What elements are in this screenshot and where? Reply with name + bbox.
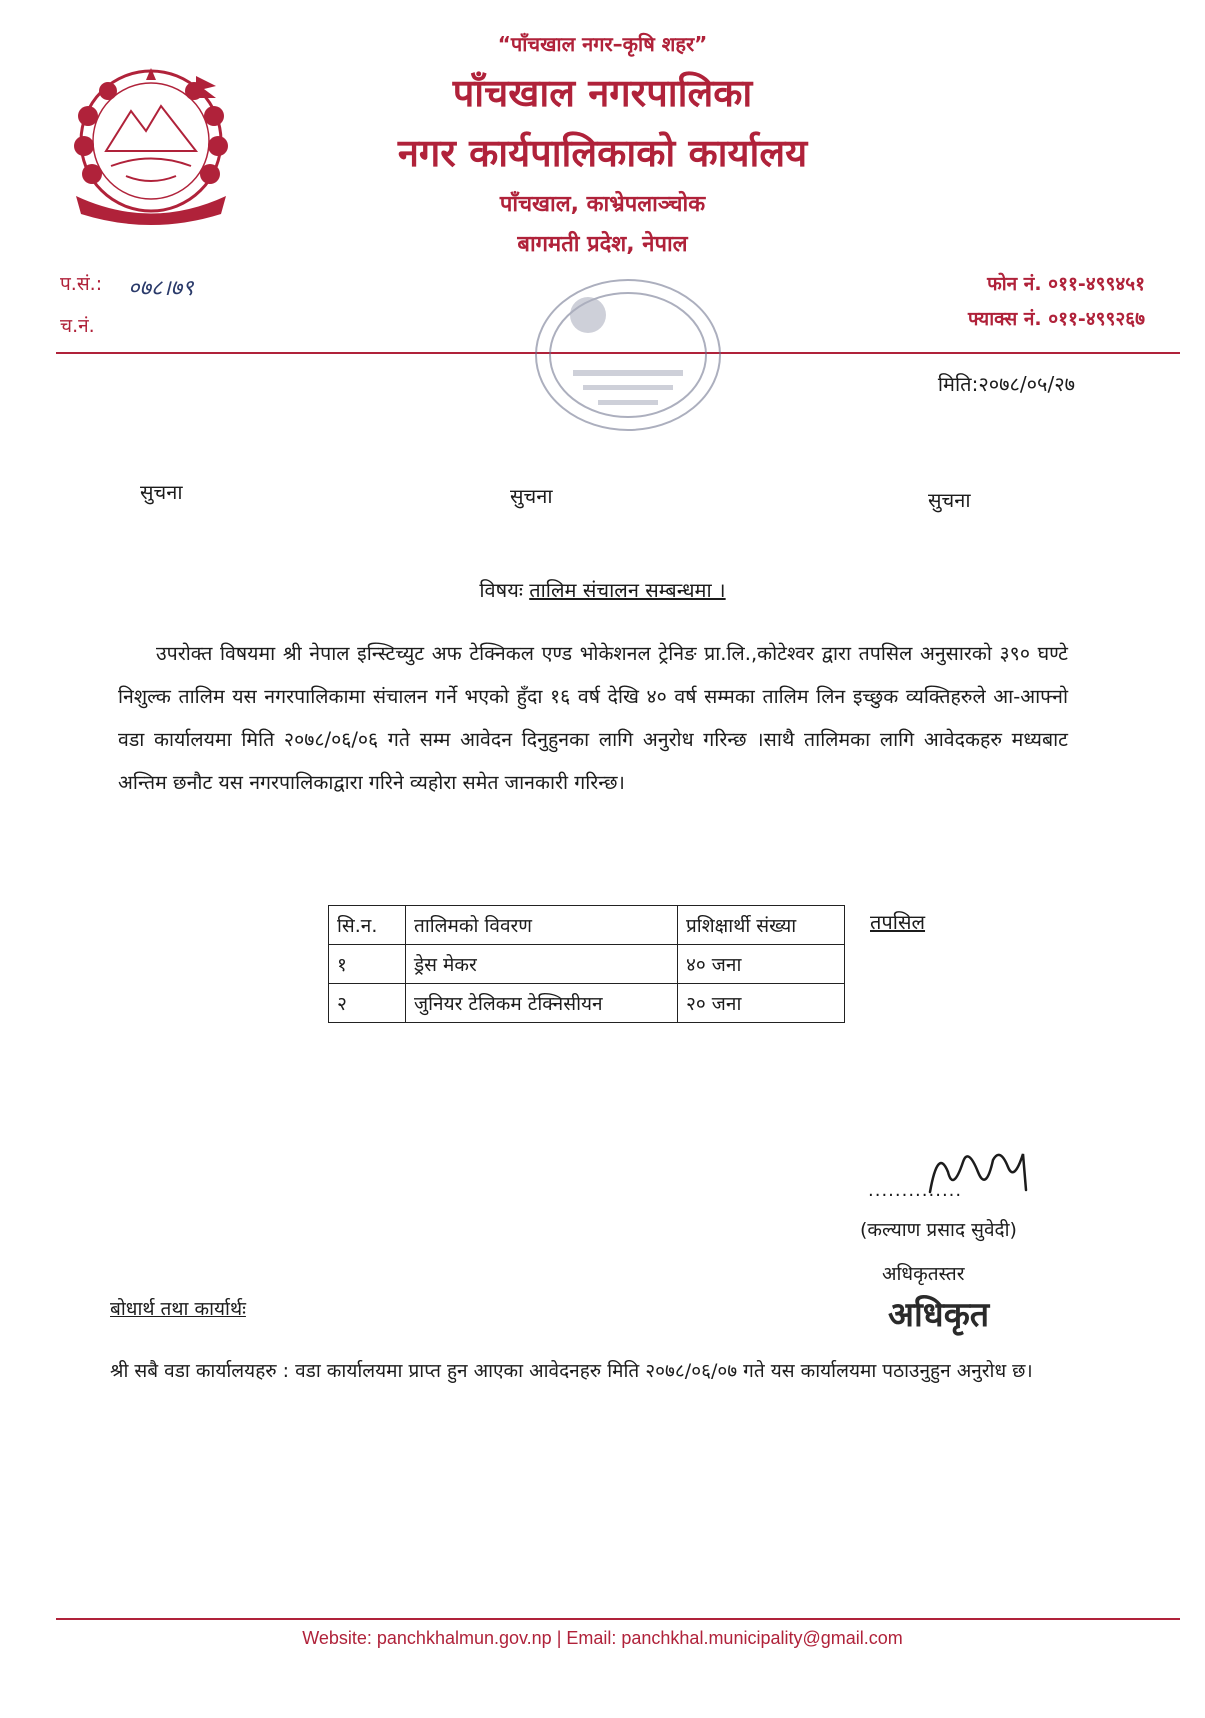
header-training: तालिमको विवरण — [406, 906, 678, 945]
body-paragraph: उपरोक्त विषयमा श्री नेपाल इन्स्टिच्युट अफ टेक्निकल एण्ड भोकेशनल ट्रेनिङ प्रा.लि.,कोटेश्वर द्वारा तपसिल अनुसारको ३९० घण्टे निशुल्क तालिम यस नगरपालिकामा संचालन गर्ने भएको हुँदा १६ वर्ष देखि ४० वर्ष सम्मका तालिम लिन इच्छुक व्यक्तिहरुले आ-आफ्नो वडा कार्यालयमा मिति २०७८/०६/०६ गते सम्म आवेदन दिनुहुनका लागि अनुरोध गरिन्छ ।साथै तालिमका लागि आवेदकहरु मध्यबाट अन्तिम छनौट यस नगरपालिकाद्वारा गरिने व्यहोरा समेत जानकारी गरिन्छ। — [118, 642, 1068, 794]
ref-number: ०७८।७९ — [128, 276, 194, 301]
footer-divider — [56, 1618, 1180, 1620]
footer-contact: Website: panchkhalmun.gov.np | Email: panchkhal.municipality@gmail.com — [302, 1628, 903, 1648]
cell-training: जुनियर टेलिकम टेक्निसीयन — [406, 984, 678, 1023]
office-name: नगर कार्यपालिकाको कार्यालय — [397, 131, 808, 175]
signatory-role: अधिकृत — [888, 1295, 990, 1335]
office-stamp-icon — [528, 270, 728, 440]
cell-serial: २ — [329, 984, 406, 1023]
subject-label: विषयः — [479, 578, 523, 602]
header-trainees: प्रशिक्षार्थी संख्या — [678, 906, 845, 945]
cc-title: बोधार्थ तथा कार्यार्थः — [110, 1298, 246, 1320]
cell-serial: १ — [329, 945, 406, 984]
municipality-name: पाँचखाल नगरपालिका — [452, 71, 753, 115]
table-header-row — [329, 906, 845, 945]
signatory-level: अधिकृतस्तर — [882, 1263, 965, 1285]
letter-date: मिति:२०७८/०५/२७ — [937, 372, 1075, 396]
phone-number: फोन नं. ०११-४९९४५१ — [987, 273, 1145, 295]
subject-line — [0, 576, 1205, 603]
ref-label: प.सं.: — [60, 273, 103, 295]
notice-title-center: सुचना — [510, 484, 553, 508]
cell-training: ड्रेस मेकर — [406, 945, 678, 984]
table-row — [329, 984, 845, 1023]
schedule-label: तपसिल — [870, 910, 926, 934]
slogan: “पाँचखाल नगर–कृषि शहर” — [497, 32, 708, 56]
cell-trainees: ४० जना — [678, 945, 845, 984]
table-row — [329, 945, 845, 984]
notice-title-left: सुचना — [140, 480, 183, 504]
training-table — [328, 905, 845, 1023]
cell-trainees: २० जना — [678, 984, 845, 1023]
cc-text: श्री सबै वडा कार्यालयहरु : वडा कार्यालयमा प्राप्त हुन आएका आवेदनहरु मिति २०७८/०६/०७ गते यस कार्यालयमा पठाउनुहुन अनुरोध छ। — [110, 1360, 1033, 1382]
header-serial: सि.न. — [329, 906, 406, 945]
signature-icon — [868, 1142, 1068, 1212]
address-line-1: पाँचखाल, काभ्रेपलाञ्चोक — [499, 192, 706, 217]
signature-line: .............. — [868, 1180, 963, 1201]
address-line-2: बागमती प्रदेश, नेपाल — [517, 232, 688, 257]
fax-number: फ्याक्स नं. ०११-४९९२६७ — [967, 308, 1145, 330]
dispatch-label: च.नं. — [60, 315, 95, 337]
signatory-name: (कल्याण प्रसाद सुवेदी) — [860, 1219, 1017, 1241]
subject-text: तालिम संचालन सम्बन्धमा । — [529, 578, 726, 602]
notice-title-right: सुचना — [928, 488, 971, 512]
